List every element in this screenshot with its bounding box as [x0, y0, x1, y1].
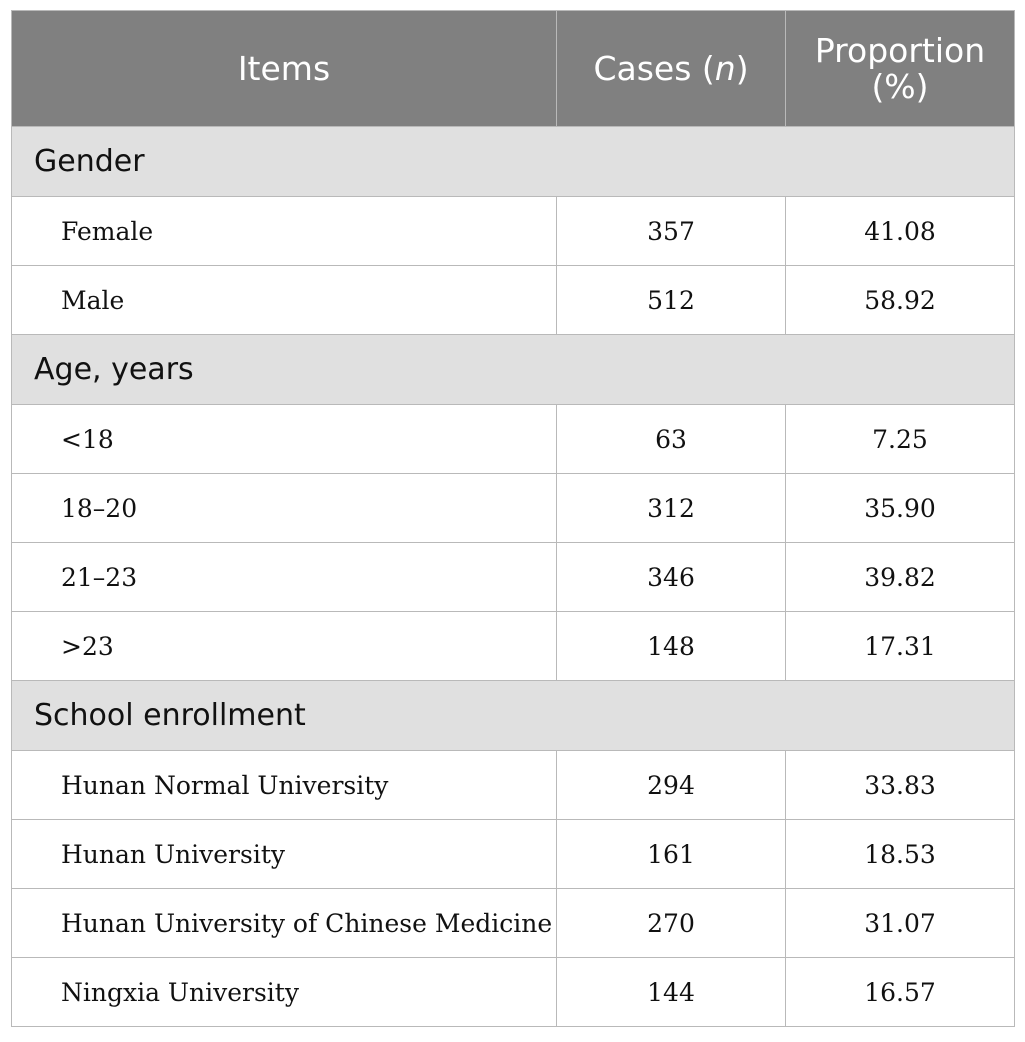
- table-row: [12, 405, 1015, 474]
- table-row: [12, 266, 1015, 335]
- table-body: [12, 127, 1015, 1027]
- row-cases: 63: [557, 405, 786, 474]
- row-cases: 312: [557, 474, 786, 543]
- header-proportion: [786, 11, 1015, 127]
- row-cases: 512: [557, 266, 786, 335]
- table-row: [12, 197, 1015, 266]
- table-row: [12, 543, 1015, 612]
- section-title: Age, years: [12, 335, 1015, 405]
- row-label: Hunan Normal University: [12, 751, 557, 820]
- data-table: [11, 10, 1015, 1027]
- row-proportion: 16.57: [786, 958, 1015, 1027]
- row-label: <18: [12, 405, 557, 474]
- row-label: >23: [12, 612, 557, 681]
- row-cases: 270: [557, 889, 786, 958]
- row-label: Female: [12, 197, 557, 266]
- row-cases: 148: [557, 612, 786, 681]
- row-cases: 294: [557, 751, 786, 820]
- header-proportion-line1: Proportion: [814, 30, 986, 70]
- header-cases: [557, 11, 786, 127]
- header-row: [12, 11, 1015, 127]
- row-cases: 161: [557, 820, 786, 889]
- table-row: [12, 889, 1015, 958]
- table-row: [12, 612, 1015, 681]
- row-proportion: 35.90: [786, 474, 1015, 543]
- row-label: Hunan University: [12, 820, 557, 889]
- row-label: Male: [12, 266, 557, 335]
- table-row: [12, 474, 1015, 543]
- section-row-age: [12, 335, 1015, 405]
- header-cases-prefix: Cases (: [593, 48, 715, 88]
- row-proportion: 7.25: [786, 405, 1015, 474]
- row-proportion: 31.07: [786, 889, 1015, 958]
- section-title: School enrollment: [12, 681, 1015, 751]
- row-label: Ningxia University: [12, 958, 557, 1027]
- header-proportion-line2: (%): [871, 66, 929, 106]
- table-row: [12, 751, 1015, 820]
- table-header: [12, 11, 1015, 127]
- row-label: 18–20: [12, 474, 557, 543]
- section-row-gender: [12, 127, 1015, 197]
- header-cases-n: n: [714, 48, 736, 88]
- section-title: Gender: [12, 127, 1015, 197]
- row-cases: 346: [557, 543, 786, 612]
- table-row: [12, 820, 1015, 889]
- row-proportion: 18.53: [786, 820, 1015, 889]
- section-row-school: [12, 681, 1015, 751]
- row-cases: 357: [557, 197, 786, 266]
- row-cases: 144: [557, 958, 786, 1027]
- row-proportion: 41.08: [786, 197, 1015, 266]
- row-proportion: 58.92: [786, 266, 1015, 335]
- table-row: [12, 958, 1015, 1027]
- row-label: 21–23: [12, 543, 557, 612]
- header-items: Items: [12, 11, 557, 127]
- row-label: Hunan University of Chinese Medicine: [12, 889, 557, 958]
- header-cases-suffix: ): [735, 48, 749, 88]
- row-proportion: 39.82: [786, 543, 1015, 612]
- row-proportion: 33.83: [786, 751, 1015, 820]
- row-proportion: 17.31: [786, 612, 1015, 681]
